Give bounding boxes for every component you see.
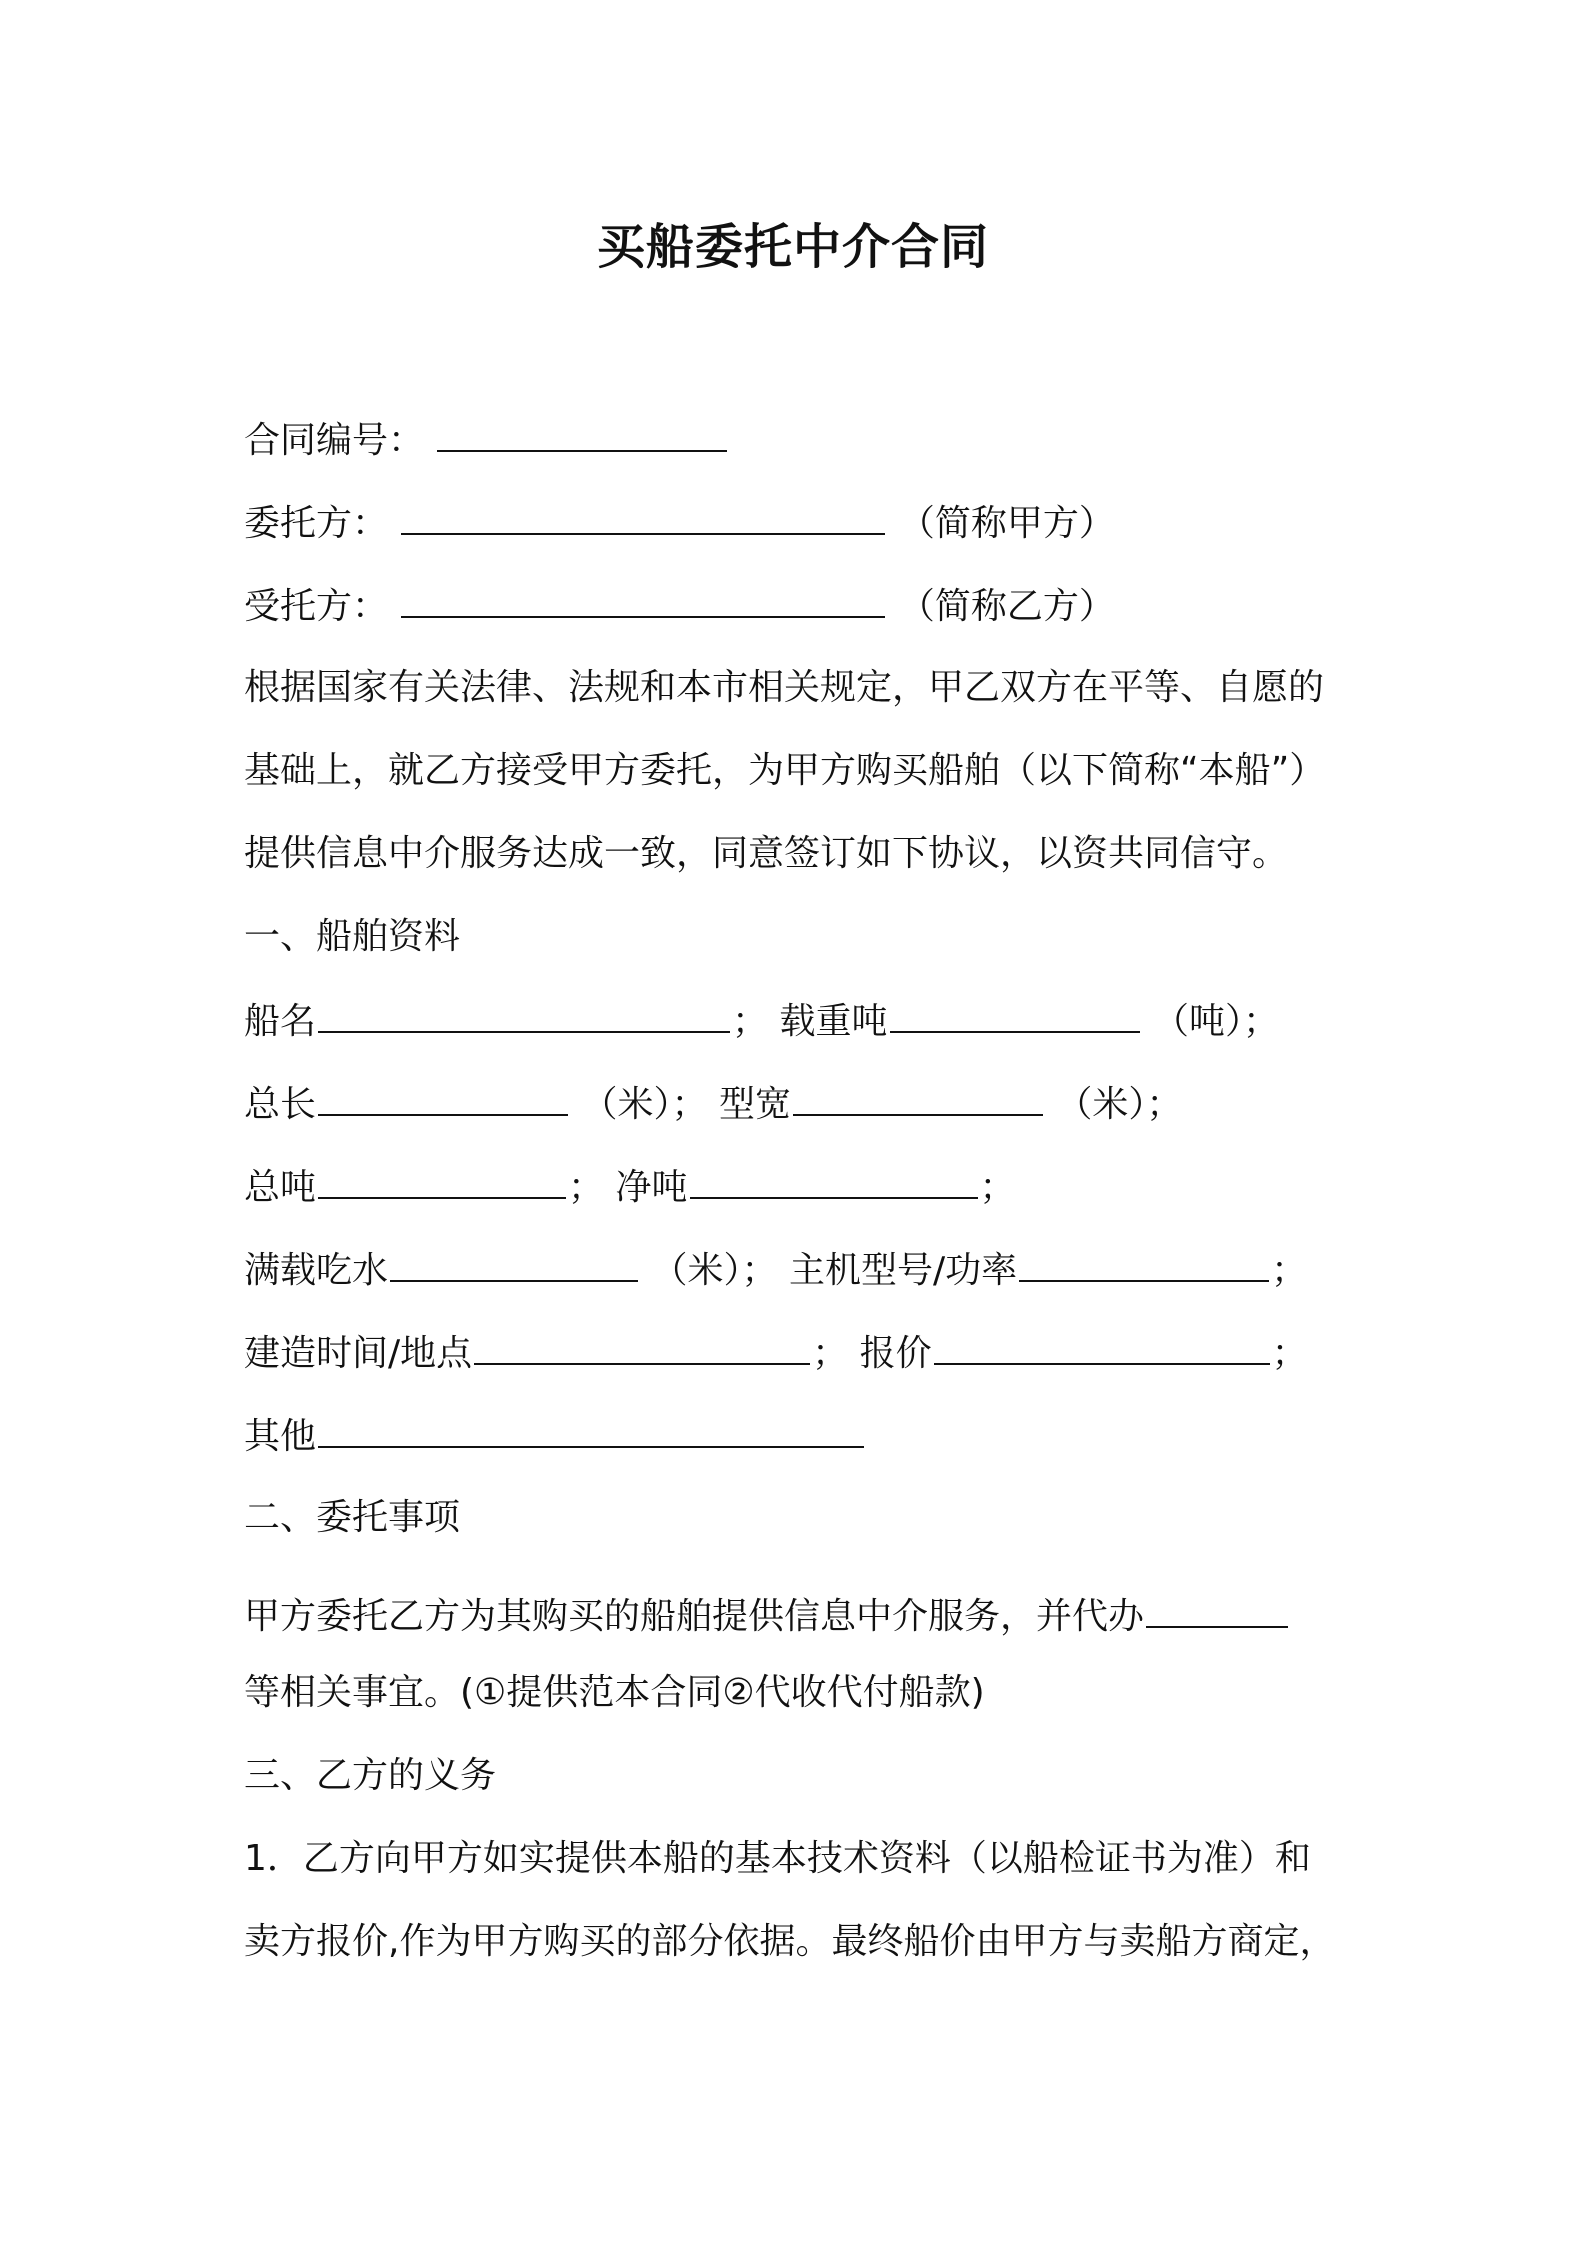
separator: ； [979,1167,1016,1208]
section-3-item-1-line-1: 1．乙方向甲方如实提供本船的基本技术资料（以船检证书为准）和 [244,1838,1311,1879]
agent-blank [401,580,885,618]
document-title: 买船委托中介合同 [596,219,989,275]
length-label: 总长 [244,1084,317,1125]
draft-unit: （米）； [651,1250,778,1291]
client-label: 委托方： [244,503,389,544]
ship-name-blank [318,995,730,1033]
section-2-text: 甲方委托乙方为其购买的船舶提供信息中介服务，并代办 [244,1596,1145,1637]
price-label: 报价 [859,1333,932,1374]
other-label: 其他 [244,1416,317,1457]
draft-engine-line [244,1244,1307,1296]
section-1-heading: 一、船舶资料 [244,916,461,957]
other-blank [318,1410,864,1448]
dwt-blank [890,995,1140,1033]
intro-line-1: 根据国家有关法律、法规和本市相关规定，甲乙双方在平等、自愿的 [244,667,1325,708]
gross-tonnage-blank [318,1161,566,1199]
engine-label: 主机型号/功率 [788,1250,1018,1291]
agent-suffix: （简称乙方） [898,586,1115,627]
ship-name-dwt-line [244,995,1279,1047]
other-line [244,1410,866,1462]
price-blank [934,1327,1270,1365]
dwt-unit: （吨）； [1152,1001,1279,1042]
intro-line-2: 基础上，就乙方接受甲方委托，为甲方购买船舶（以下简称“本船”） [244,750,1326,791]
section-2-heading: 二、委托事项 [244,1497,461,1538]
contract-number-blank [437,414,727,452]
ship-name-label: 船名 [244,1001,317,1042]
length-unit: （米）； [581,1084,708,1125]
built-label: 建造时间/地点 [244,1333,473,1374]
section-2-line-2: 等相关事宜。(①提供范本合同②代收代付船款) [244,1672,985,1713]
length-breadth-line [244,1078,1182,1130]
breadth-label: 型宽 [718,1084,791,1125]
separator: ； [1271,1333,1308,1374]
agency-blank [1146,1590,1288,1628]
net-tonnage-blank [690,1161,978,1199]
separator: ； [1271,1250,1308,1291]
section-3-heading: 三、乙方的义务 [244,1755,497,1796]
separator: ； [812,1333,849,1374]
agent-line [244,580,1115,632]
client-suffix: （简称甲方） [898,503,1115,544]
gross-tonnage-label: 总吨 [244,1167,317,1208]
breadth-blank [793,1078,1043,1116]
tonnage-line [244,1161,1016,1213]
client-blank [401,497,885,535]
section-3-item-1-line-2: 卖方报价,作为甲方购买的部分依据。最终船价由甲方与卖船方商定， [244,1921,1336,1962]
contract-number-label: 合同编号： [244,420,425,461]
engine-blank [1019,1244,1269,1282]
dwt-label: 载重吨 [779,1001,888,1042]
net-tonnage-label: 净吨 [615,1167,688,1208]
client-line [244,497,1115,549]
separator: ； [732,1001,769,1042]
separator: ； [568,1167,605,1208]
contract-number-line [244,414,729,466]
section-2-line-1 [244,1590,1290,1642]
draft-label: 满载吃水 [244,1250,389,1291]
length-blank [318,1078,568,1116]
draft-blank [390,1244,638,1282]
built-price-line [244,1327,1308,1379]
agent-label: 受托方： [244,586,389,627]
breadth-unit: （米）； [1056,1084,1183,1125]
built-blank [474,1327,810,1365]
intro-line-3: 提供信息中介服务达成一致，同意签订如下协议，以资共同信守。 [244,833,1289,874]
